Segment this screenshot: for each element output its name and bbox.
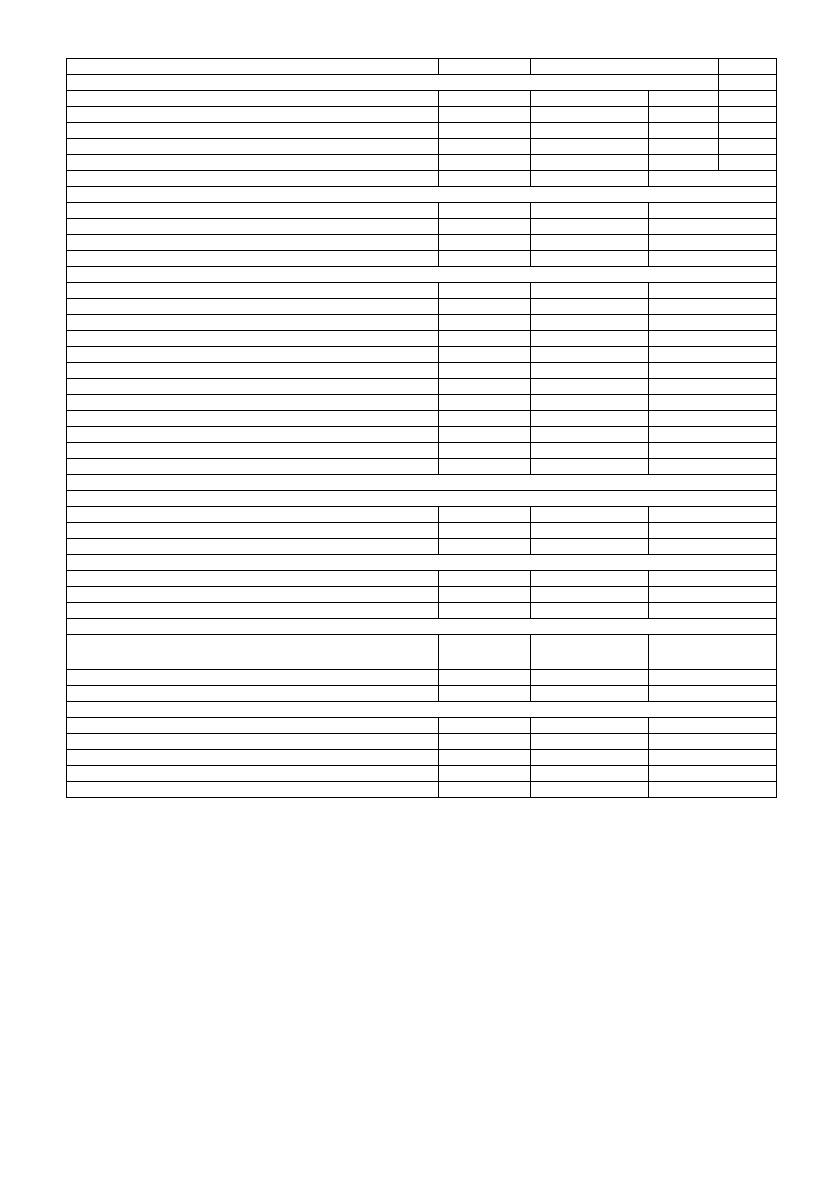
table-row: [67, 315, 777, 331]
table-cell-value: [439, 299, 531, 315]
table-cell-value: [439, 635, 531, 670]
table-row: [67, 635, 777, 670]
table-cell-value: [649, 507, 777, 523]
table-row: [67, 782, 777, 798]
table-cell-value: [531, 139, 649, 155]
table-cell-value: [439, 395, 531, 411]
table-row: [67, 123, 777, 139]
table-cell-value: [531, 219, 649, 235]
table-cell-label: [67, 107, 439, 123]
table-cell-label: [67, 523, 439, 539]
table-cell-value: [649, 571, 777, 587]
table-cell-value: [439, 155, 531, 171]
table-row: [67, 379, 777, 395]
table-cell-value: [531, 299, 649, 315]
table-row-section: [67, 619, 777, 635]
table-row: [67, 331, 777, 347]
table-cell-value: [649, 91, 719, 107]
table-section-label: [67, 267, 777, 283]
table-cell-value: [531, 59, 719, 75]
table-row: [67, 299, 777, 315]
table-cell-value: [531, 283, 649, 299]
table-cell-value: [439, 171, 531, 187]
table-row: [67, 539, 777, 555]
table-cell-label: [67, 155, 439, 171]
table-cell-value: [649, 427, 777, 443]
table-cell-value: [719, 123, 777, 139]
table-cell-value: [649, 411, 777, 427]
table-cell-value: [439, 782, 531, 798]
table-row: [67, 427, 777, 443]
table-cell-value: [439, 107, 531, 123]
table-cell-value: [649, 299, 777, 315]
table-row: [67, 507, 777, 523]
table-cell-value: [649, 443, 777, 459]
table-cell-value: [649, 107, 719, 123]
table-cell-label: [67, 539, 439, 555]
table-row: [67, 686, 777, 702]
table-cell-label: [67, 219, 439, 235]
table-cell-value: [439, 203, 531, 219]
table-cell-label: [67, 379, 439, 395]
table-cell-value: [531, 251, 649, 267]
table-cell-value: [531, 171, 649, 187]
table-cell-value: [649, 734, 777, 750]
table-cell-label: [67, 686, 439, 702]
table-row-section: [67, 702, 777, 718]
table-row: [67, 107, 777, 123]
table-cell-value: [649, 363, 777, 379]
table-cell-label: [67, 171, 439, 187]
table-cell-value: [531, 523, 649, 539]
table-cell-label: [67, 603, 439, 619]
table-cell-value: [439, 587, 531, 603]
table-cell-value: [439, 507, 531, 523]
table-row: [67, 766, 777, 782]
table-cell-value: [439, 686, 531, 702]
table-cell-value: [439, 139, 531, 155]
table-cell-value: [439, 411, 531, 427]
table-cell-value: [531, 443, 649, 459]
table-row: [67, 155, 777, 171]
table-cell-label: [67, 59, 439, 75]
table-row: [67, 363, 777, 379]
table-cell-label: [67, 587, 439, 603]
table-cell-value: [439, 443, 531, 459]
table-cell-value: [649, 670, 777, 686]
table-cell-value: [439, 459, 531, 475]
table-cell-label: [67, 123, 439, 139]
table-cell-value: [439, 91, 531, 107]
table-cell-value: [439, 283, 531, 299]
table-cell-value: [439, 251, 531, 267]
table-row-section: [67, 491, 777, 507]
table-row: [67, 395, 777, 411]
table-cell-label: [67, 459, 439, 475]
table-cell-label: [67, 91, 439, 107]
table-cell-label: [67, 734, 439, 750]
table-row-section: [67, 475, 777, 491]
table-cell-value: [439, 331, 531, 347]
table-cell-value: [649, 379, 777, 395]
table-cell-value: [531, 670, 649, 686]
table-cell-value: [439, 379, 531, 395]
table-cell-value: [439, 718, 531, 734]
table-cell-empty: [719, 59, 777, 75]
table-cell-value: [531, 539, 649, 555]
table-cell-value: [531, 203, 649, 219]
table-section-label: [67, 75, 719, 91]
table-section-label: [67, 619, 777, 635]
table-cell-value: [531, 107, 649, 123]
table-row: [67, 718, 777, 734]
data-table: [66, 58, 777, 798]
table-cell-value: [439, 235, 531, 251]
table-row: [67, 670, 777, 686]
table-cell-value: [531, 123, 649, 139]
table-cell-label: [67, 718, 439, 734]
table-cell-label: [67, 411, 439, 427]
table-cell-label: [67, 395, 439, 411]
table-row: [67, 734, 777, 750]
table-section-label: [67, 475, 777, 491]
table-cell-value: [439, 123, 531, 139]
table-row: [67, 750, 777, 766]
table-section-label: [67, 491, 777, 507]
table-cell-label: [67, 766, 439, 782]
table-section-label: [67, 555, 777, 571]
table-row: [67, 443, 777, 459]
table-cell-value: [531, 635, 649, 670]
table-cell-value: [649, 283, 777, 299]
table-cell-label: [67, 635, 439, 670]
table-cell-value: [439, 59, 531, 75]
table-cell-value: [649, 395, 777, 411]
table-cell-value: [439, 347, 531, 363]
table-cell-label: [67, 251, 439, 267]
table-cell-value: [649, 603, 777, 619]
table-section-label: [67, 187, 777, 203]
table-cell-value: [531, 315, 649, 331]
table-cell-label: [67, 670, 439, 686]
table-cell-value: [719, 107, 777, 123]
table-cell-value: [531, 379, 649, 395]
table-cell-label: [67, 571, 439, 587]
table-row: [67, 139, 777, 155]
table-row: [67, 283, 777, 299]
table-cell-value: [649, 686, 777, 702]
table-cell-value: [439, 766, 531, 782]
table-row: [67, 411, 777, 427]
table-cell-value: [531, 603, 649, 619]
table-row: [67, 235, 777, 251]
table-cell-value: [531, 718, 649, 734]
table-cell-label: [67, 331, 439, 347]
table-cell-value: [531, 411, 649, 427]
table-cell-value: [531, 587, 649, 603]
table-cell-label: [67, 283, 439, 299]
table-cell-label: [67, 443, 439, 459]
table-cell-value: [531, 686, 649, 702]
table-cell-label: [67, 139, 439, 155]
table-row: [67, 587, 777, 603]
table-cell-value: [649, 235, 777, 251]
table-cell-value: [649, 139, 719, 155]
table-cell-value: [439, 523, 531, 539]
table-cell-value: [439, 427, 531, 443]
table-cell-value: [719, 155, 777, 171]
table-cell-value: [531, 91, 649, 107]
table-cell-value: [649, 251, 777, 267]
table-cell-value: [531, 395, 649, 411]
table-row: [67, 91, 777, 107]
table-row-section: [67, 555, 777, 571]
table-cell-value: [531, 507, 649, 523]
table-cell-value: [649, 331, 777, 347]
table-row: [67, 219, 777, 235]
table-cell-value: [649, 123, 719, 139]
table-row: [67, 251, 777, 267]
table-cell-value: [649, 718, 777, 734]
table-cell-label: [67, 363, 439, 379]
table-cell-value: [649, 782, 777, 798]
table-cell-value: [649, 750, 777, 766]
table-cell-value: [439, 734, 531, 750]
table-cell-value: [531, 155, 649, 171]
table-cell-value: [649, 315, 777, 331]
table-cell-value: [531, 459, 649, 475]
table-cell-value: [649, 219, 777, 235]
table-cell-value: [649, 155, 719, 171]
table-cell-value: [649, 347, 777, 363]
table-cell-empty: [719, 75, 777, 91]
table-row: [67, 59, 777, 75]
table-row: [67, 347, 777, 363]
table-cell-value: [439, 750, 531, 766]
table-cell-value: [649, 587, 777, 603]
table-cell-value: [649, 635, 777, 670]
table-row: [67, 523, 777, 539]
table-cell-value: [531, 347, 649, 363]
table-cell-value: [719, 139, 777, 155]
table-row-section: [67, 267, 777, 283]
table-cell-value: [531, 571, 649, 587]
table-cell-value: [531, 427, 649, 443]
table-cell-value: [439, 363, 531, 379]
table-cell-value: [439, 315, 531, 331]
table-cell-value: [439, 571, 531, 587]
table-row: [67, 203, 777, 219]
table-cell-value: [649, 203, 777, 219]
table-cell-value: [439, 539, 531, 555]
table-body: [67, 59, 777, 798]
table-cell-label: [67, 299, 439, 315]
table-row: [67, 603, 777, 619]
table-cell-value: [531, 766, 649, 782]
table-row: [67, 459, 777, 475]
table-cell-label: [67, 235, 439, 251]
table-cell-value: [531, 331, 649, 347]
table-cell-value: [439, 219, 531, 235]
table-section-label: [67, 702, 777, 718]
table-cell-value: [531, 734, 649, 750]
table-cell-value: [531, 750, 649, 766]
table-row: [67, 571, 777, 587]
table-row-section: [67, 187, 777, 203]
table-cell-value: [439, 670, 531, 686]
table-cell-label: [67, 427, 439, 443]
table-cell-value: [531, 235, 649, 251]
table-cell-value: [649, 171, 777, 187]
table-row: [67, 171, 777, 187]
table-cell-value: [531, 782, 649, 798]
table-row-section: [67, 75, 777, 91]
table-cell-value: [649, 523, 777, 539]
table-cell-value: [439, 603, 531, 619]
table-cell-label: [67, 782, 439, 798]
table-cell-label: [67, 203, 439, 219]
table-cell-label: [67, 507, 439, 523]
table-cell-value: [649, 459, 777, 475]
table-cell-value: [531, 363, 649, 379]
table-cell-label: [67, 347, 439, 363]
table-cell-value: [719, 91, 777, 107]
table-cell-value: [649, 766, 777, 782]
table-sheet: [66, 58, 776, 798]
table-cell-value: [649, 539, 777, 555]
table-cell-label: [67, 315, 439, 331]
table-cell-label: [67, 750, 439, 766]
